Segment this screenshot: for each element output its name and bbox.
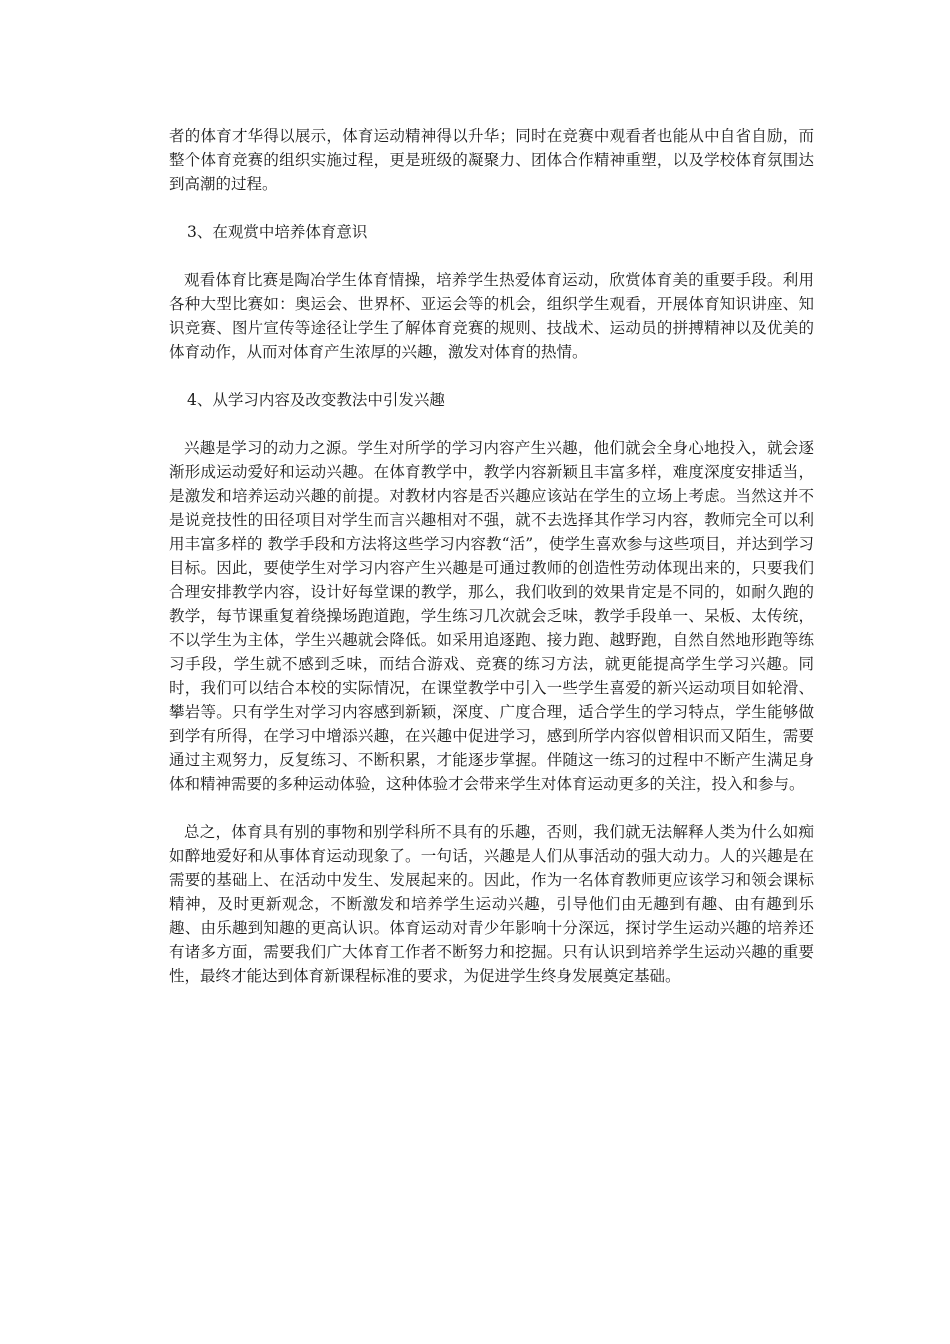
paragraph-conclusion: 总之，体育具有别的事物和别学科所不具有的乐趣，否则，我们就无法解释人类为什么如痴如醉地爱好和从事体育运动现象了。一句话，兴趣是人们从事活动的强大动力。人的兴趣是在需要的基础上、在活动中发生、发展起来的。因此，作为一名体育教师更应该学习和领会课标精神，及时更新观念，不断激发和培养学生运动兴趣，引导他们由无趣到有趣、由有趣到乐趣、由乐趣到知趣的更高认识。体育运动对青少年影响十分深远，探讨学生运动兴趣的培养还有诸多方面，需要我们广大体育工作者不断努力和挖掘。只有认识到培养学生运动兴趣的重要性，最终才能达到体育新课程标准的要求，为促进学生终身发展奠定基础。 xyxy=(169,823,814,985)
paragraph-continuation: 者的体育才华得以展示，体育运动精神得以升华；同时在竞赛中观看者也能从中自省自励，而整个体育竞赛的组织实施过程，更是班级的凝聚力、团体合作精神重塑，以及学校体育氛围达到高潮的过程。 xyxy=(169,127,814,193)
document-page xyxy=(169,124,814,1012)
section-heading-4: 4、从学习内容及改变教法中引发兴趣 xyxy=(187,391,445,409)
section-heading-3: 3、在观赏中培养体育意识 xyxy=(187,223,368,241)
paragraph-observation: 观看体育比赛是陶冶学生体育情操，培养学生热爱体育运动，欣赏体育美的重要手段。利用各种大型比赛如：奥运会、世界杯、亚运会等的机会，组织学生观看，开展体育知识讲座、知识竞赛、图片宣传等途径让学生了解体育竞赛的规则、技战术、运动员的拼搏精神以及优美的体育动作，从而对体育产生浓厚的兴趣，激发对体育的热情。 xyxy=(169,271,814,361)
paragraph-interest: 兴趣是学习的动力之源。学生对所学的学习内容产生兴趣，他们就会全身心地投入，就会逐渐形成运动爱好和运动兴趣。在体育教学中，教学内容新颖且丰富多样，难度深度安排适当， 是激发和培养运动兴趣的前提。对教材内容是否兴趣应该站在学生的立场上考虑。当然这并不是说竞技性的田径项目对学生而言兴趣相对不强，就不去选择其作学习内容，教师完全可以利用丰富多样的 教学手段和方法将这些学习内容教“活”，使学生喜欢参与这些项目，并达到学习目标。因此，要使学生对学习内容产生兴趣是可通过教师的创造性劳动体现出来的，只要我们合理安排教学内容，设计好每堂课的教学，那么，我们收到的效果肯定是不同的，如耐久跑的教学，每节课重复着绕操场跑道跑，学生练习几次就会乏味，教学手段单一、呆板、太传统，不以学生为主体，学生兴趣就会降低。如采用追逐跑、接力跑、越野跑，自然自然地形跑等练习手段，学生就不感到乏味，而结合游戏、竞赛的练习方法，就更能提高学生学习兴趣。同时，我们可以结合本校的实际情况，在课堂教学中引入一些学生喜爱的新兴运动项目如轮滑、攀岩等。只有学生对学习内容感到新颖，深度、广度合理，适合学生的学习特点，学生能够做到学有所得，在学习中增添兴趣，在兴趣中促进学习，感到所学内容似曾相识而又陌生，需要通过主观努力，反复练习、不断积累，才能逐步掌握。伴随这一练习的过程中不断产生满足身体和精神需要的多种运动体验，这种体验才会带来学生对体育运动更多的关注，投入和参与。 xyxy=(169,439,814,793)
